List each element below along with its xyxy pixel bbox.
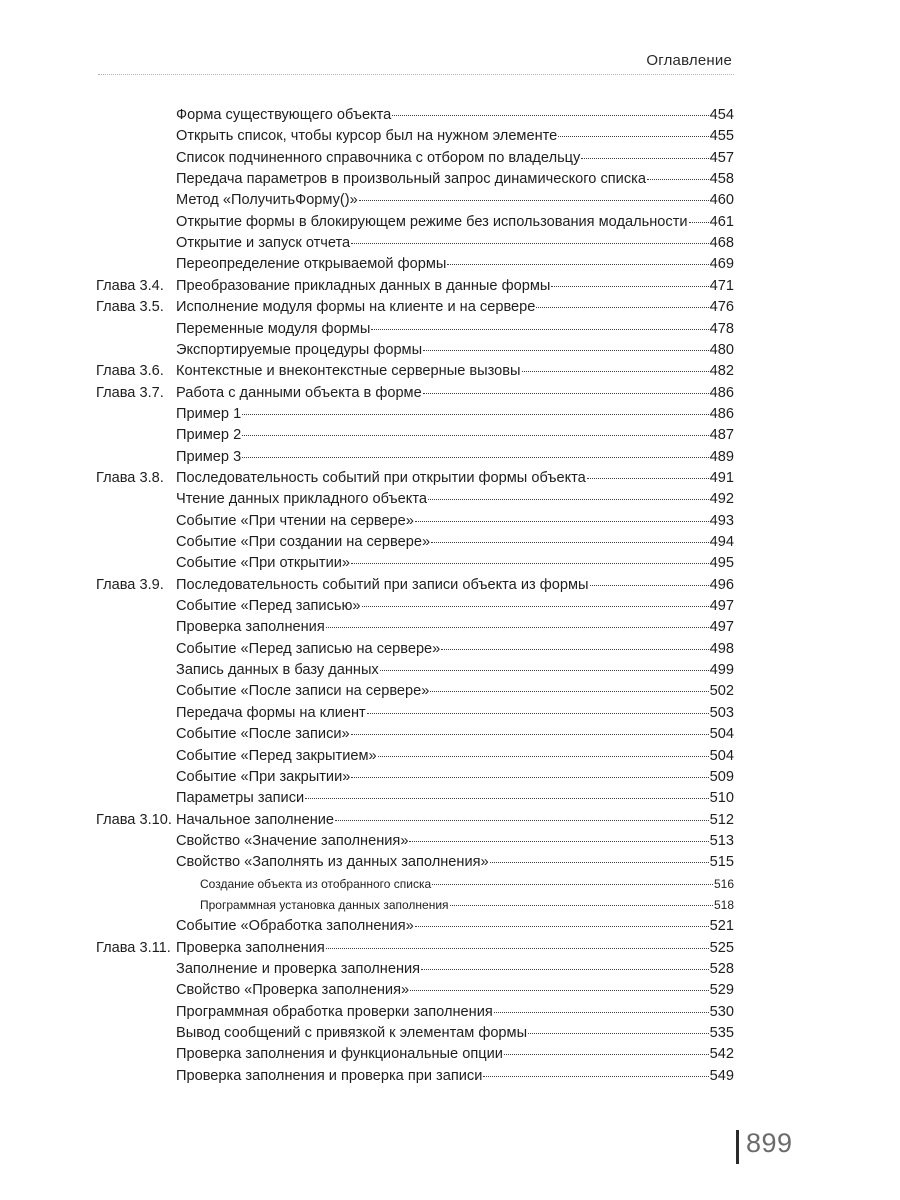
toc-entry	[0, 851, 900, 873]
toc-page-number: 516	[713, 876, 734, 891]
toc-page-number: 476	[709, 299, 734, 316]
toc-chapter-label: Глава 3.8.	[96, 469, 164, 486]
toc-entry-title: Заполнение и проверка заполнения	[176, 961, 421, 977]
toc-dot-leader	[392, 101, 708, 116]
toc-page-number: 509	[709, 768, 734, 785]
toc-dot-leader	[432, 873, 713, 885]
toc-dot-leader	[504, 1040, 709, 1055]
toc-entry-title: Исполнение модуля формы на клиенте и на сервере	[176, 299, 536, 316]
toc-entry-title: Событие «Обработка заполнения»	[176, 918, 414, 935]
toc-page-number: 493	[709, 512, 734, 529]
toc-entry	[0, 446, 900, 468]
toc-page-number: 512	[709, 811, 734, 828]
toc-chapter-label: Глава 3.5.	[96, 299, 164, 316]
toc-page-number: 499	[709, 662, 734, 679]
toc-entry-title: Начальное заполнение	[176, 811, 335, 828]
toc-dot-leader	[558, 122, 708, 137]
toc-entry-title: Событие «Перед закрытием»	[176, 747, 377, 764]
toc-dot-leader	[378, 742, 709, 757]
toc-page-number: 482	[709, 363, 734, 380]
toc-entry-title: Проверка заполнения и проверка при записи	[176, 1067, 483, 1084]
toc-entry-title: Проверка заполнения	[176, 939, 325, 956]
toc-entry-title: Создание объекта из отобранного списка	[200, 876, 432, 891]
toc-dot-leader	[371, 315, 708, 330]
toc-entry	[0, 1001, 900, 1023]
toc-entry-title: Проверка заполнения и функциональные опции	[176, 1046, 503, 1063]
toc-page-number: 530	[709, 1003, 734, 1020]
toc-page-number: 510	[709, 790, 734, 807]
toc-dot-leader	[362, 592, 709, 607]
toc-entry-title: Проверка заполнения	[176, 619, 325, 636]
toc-page-number: 491	[709, 469, 734, 486]
toc-page-number: 504	[709, 726, 734, 743]
toc-entry-title: Программная установка данных заполнения	[200, 897, 449, 912]
toc-entry	[0, 147, 900, 169]
toc-page-number: 471	[709, 277, 734, 294]
toc-entry	[0, 189, 900, 211]
toc-entry-title: Открытие и запуск отчета	[176, 235, 351, 252]
toc-page-number: 521	[709, 918, 734, 935]
toc-entry	[0, 552, 900, 574]
toc-page-number: 494	[709, 534, 734, 550]
toc-page-number: 478	[709, 320, 734, 337]
toc-entry-title: Событие «При открытии»	[176, 555, 351, 572]
folio-bar	[736, 1130, 739, 1164]
toc-entry-title: Запись данных в базу данных	[176, 662, 379, 679]
toc-dot-leader	[581, 144, 708, 159]
toc-page-number: 497	[709, 598, 734, 615]
toc-entry-title: Список подчиненного справочника с отбором по владельцу	[176, 149, 581, 166]
toc-page-number: 504	[709, 747, 734, 764]
toc-entry-title: Передача параметров в произвольный запрос динамического списка	[176, 171, 646, 188]
toc-dot-leader	[647, 165, 709, 180]
toc-entry-title: Открыть список, чтобы курсор был на нужном элементе	[176, 128, 558, 145]
toc-dot-leader	[305, 784, 708, 799]
toc-dot-leader	[587, 464, 709, 479]
toc-entry	[0, 1065, 900, 1087]
toc-entry-title: Чтение данных прикладного объекта	[176, 491, 427, 508]
toc-dot-leader	[409, 827, 708, 842]
toc-entry-title: Событие «После записи на сервере»	[176, 683, 430, 700]
toc-chapter-label: Глава 3.7.	[96, 384, 164, 401]
toc-entry-title: Преобразование прикладных данных в данные формы	[176, 277, 551, 294]
toc-dot-leader	[590, 571, 709, 586]
toc-entry-title: Событие «При закрытии»	[176, 768, 351, 785]
toc-page-number: 460	[709, 192, 734, 209]
toc-chapter-label: Глава 3.4.	[96, 277, 164, 294]
toc-entry-title: Вывод сообщений с привязкой к элементам формы	[176, 1025, 528, 1042]
toc-entry	[0, 104, 900, 126]
toc-dot-leader	[359, 186, 709, 201]
toc-dot-leader	[326, 934, 709, 949]
toc-dot-leader	[522, 357, 709, 372]
toc-dot-leader	[483, 1062, 708, 1077]
toc-page-number: 492	[709, 491, 734, 508]
toc-dot-leader	[450, 894, 713, 906]
toc-dot-leader	[335, 806, 709, 821]
toc-entry-title: Переопределение открываемой формы	[176, 256, 447, 273]
toc-dot-leader	[528, 1019, 709, 1034]
toc-page-number: 502	[709, 683, 734, 700]
toc-entry-title: Форма существующего объекта	[176, 107, 392, 123]
toc-page-number: 529	[709, 982, 734, 999]
toc-chapter-label: Глава 3.11.	[96, 939, 171, 956]
toc-entry-title: Параметры записи	[176, 790, 305, 807]
toc-entry-title: Событие «При чтении на сервере»	[176, 512, 414, 529]
toc-entry	[0, 253, 900, 275]
toc-page-number: 498	[709, 640, 734, 657]
header-rule	[98, 74, 734, 75]
toc-page-number: 469	[709, 256, 734, 273]
toc-dot-leader	[423, 379, 709, 394]
toc-page-number: 458	[709, 171, 734, 188]
toc-entry	[0, 979, 900, 1001]
toc-entry-title: Последовательность событий при открытии формы объекта	[176, 469, 586, 486]
toc-dot-leader	[430, 677, 708, 692]
toc-entry	[0, 1022, 900, 1044]
toc-dot-leader	[441, 635, 708, 650]
toc-dot-leader	[380, 656, 709, 671]
toc-entry-title: Событие «Перед записью на сервере»	[176, 640, 441, 657]
toc-entry-title: Метод «ПолучитьФорму()»	[176, 192, 358, 209]
toc-page-number: 454	[709, 107, 734, 123]
toc-dot-leader	[428, 485, 709, 500]
toc-chapter-label: Глава 3.6.	[96, 363, 164, 380]
toc-entry-line	[176, 189, 734, 211]
toc-entry-title: Событие «При создании на сервере»	[176, 534, 431, 550]
toc-page-number: 487	[709, 427, 734, 444]
toc-dot-leader	[490, 848, 709, 863]
toc-chapter-label: Глава 3.10.	[96, 811, 172, 828]
toc-entry-line	[200, 873, 734, 895]
toc-entry	[0, 125, 900, 147]
toc-page-number: 549	[709, 1067, 734, 1084]
toc-entry-title: Последовательность событий при записи объекта из формы	[176, 576, 589, 593]
toc-entry-title: Событие «После записи»	[176, 726, 350, 743]
toc-page-number: 525	[709, 939, 734, 956]
toc-page-number: 486	[709, 384, 734, 401]
toc-dot-leader	[351, 549, 709, 564]
toc-entry	[0, 873, 900, 895]
page-number: 899	[746, 1128, 793, 1158]
toc-entry	[0, 275, 900, 297]
toc-entry-title: Открытие формы в блокирующем режиме без использования модальности	[176, 213, 688, 230]
toc-page-number: 496	[709, 576, 734, 593]
toc-page-number: 495	[709, 555, 734, 572]
toc-entry-line	[176, 1065, 734, 1087]
toc-chapter-label: Глава 3.9.	[96, 576, 164, 593]
toc-entry-title: Пример 2	[176, 427, 242, 444]
toc-page-number: 457	[709, 149, 734, 166]
toc-entry-title: Свойство «Значение заполнения»	[176, 832, 409, 849]
toc-dot-leader	[242, 421, 708, 436]
toc-dot-leader	[367, 699, 709, 714]
toc-entry-title: Передача формы на клиент	[176, 704, 366, 721]
toc-dot-leader	[351, 720, 709, 735]
toc-page-number: 461	[709, 213, 734, 230]
toc-dot-leader	[415, 507, 709, 522]
toc-entry	[0, 830, 900, 852]
toc-page-number: 513	[709, 832, 734, 849]
toc-page-number: 503	[709, 704, 734, 721]
toc-dot-leader	[494, 998, 709, 1013]
toc-page-number: 486	[709, 405, 734, 422]
toc-entry-title: Событие «Перед записью»	[176, 598, 361, 615]
toc-page-number: 528	[709, 961, 734, 977]
toc-entry-title: Работа с данными объекта в форме	[176, 384, 422, 401]
toc-page-number: 489	[709, 448, 734, 465]
toc-page-number: 480	[709, 341, 734, 358]
toc-entry	[0, 339, 900, 361]
toc-page-number: 468	[709, 235, 734, 252]
toc-page-number: 518	[713, 897, 734, 912]
toc-dot-leader	[242, 400, 708, 415]
toc-page-number: 535	[709, 1025, 734, 1042]
toc-dot-leader	[551, 272, 708, 287]
toc-entry-title: Экспортируемые процедуры формы	[176, 341, 423, 358]
toc-dot-leader	[415, 912, 709, 927]
toc-page-number: 515	[709, 854, 734, 871]
toc-dot-leader	[351, 229, 708, 244]
toc-dot-leader	[689, 208, 709, 223]
running-head-title: Оглавление	[646, 52, 732, 69]
toc-dot-leader	[447, 250, 708, 265]
toc-entry-title: Свойство «Проверка заполнения»	[176, 982, 410, 999]
toc-dot-leader	[431, 528, 709, 543]
toc-dot-leader	[410, 976, 709, 991]
toc-dot-leader	[423, 336, 709, 351]
toc-entry-title: Программная обработка проверки заполнения	[176, 1003, 493, 1020]
toc-entry	[0, 1043, 900, 1065]
toc-dot-leader	[351, 763, 708, 778]
toc-dot-leader	[536, 293, 708, 308]
toc-page-number: 542	[709, 1046, 734, 1063]
toc-entry-title: Переменные модуля формы	[176, 320, 371, 337]
toc-dot-leader	[326, 613, 709, 628]
toc-entry-title: Пример 3	[176, 448, 242, 465]
toc-dot-leader	[421, 955, 709, 970]
toc-entry-title: Свойство «Заполнять из данных заполнения»	[176, 854, 489, 871]
toc-entry-line	[176, 851, 734, 873]
toc-page-number: 497	[709, 619, 734, 636]
toc-entry-title: Пример 1	[176, 405, 242, 422]
toc-dot-leader	[242, 443, 708, 458]
toc-page-number: 455	[709, 128, 734, 145]
toc-entry-title: Контекстные и внеконтекстные серверные вызовы	[176, 363, 521, 380]
